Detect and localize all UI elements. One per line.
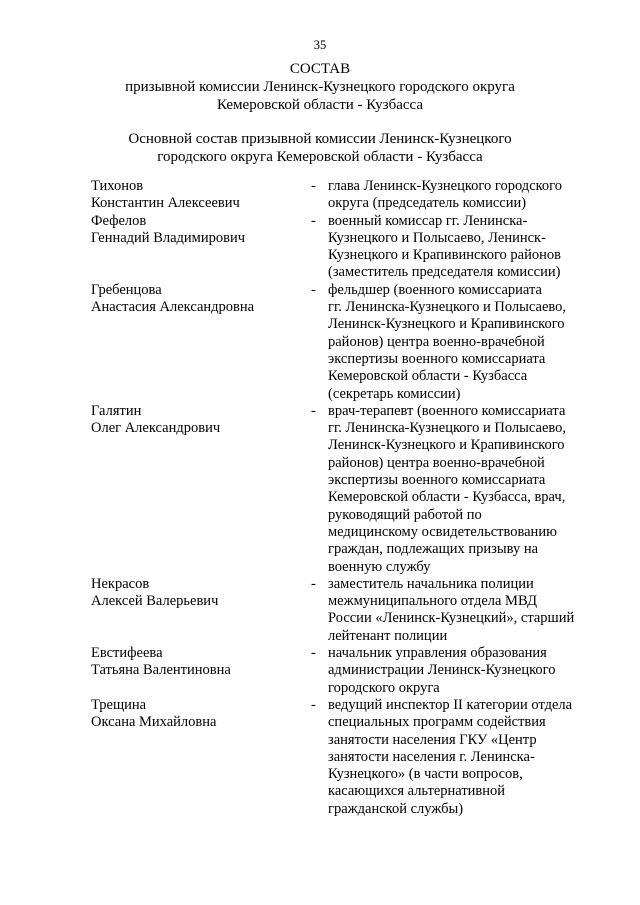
- member-role: [328, 403, 598, 576]
- member-surname: Трещина: [91, 696, 147, 713]
- member-role-line: военную службу: [328, 558, 431, 575]
- members-list: [0, 178, 640, 818]
- member-role-line: (секретарь комиссии): [328, 385, 461, 402]
- member-entry: [0, 282, 640, 403]
- member-role-line: округа (председатель комиссии): [328, 195, 527, 212]
- member-name: [91, 576, 311, 611]
- member-role-line: военный комиссар гг. Ленинска-: [328, 212, 528, 229]
- member-role-line: городского округа: [328, 679, 440, 696]
- member-name: [91, 282, 311, 317]
- member-given-names: Геннадий Владимирович: [91, 229, 246, 246]
- member-role-line: занятости населения ГКУ «Центр: [328, 731, 537, 748]
- member-role-line: (заместитель председателя комиссии): [328, 264, 561, 281]
- document-title: [0, 60, 640, 114]
- section-heading-line-2: городского округа Кемеровской области - Кузбасса: [157, 149, 483, 165]
- member-entry: [0, 697, 640, 818]
- member-name: [91, 403, 311, 438]
- member-role-line: специальных программ содействия: [328, 714, 546, 731]
- member-given-names: Алексей Валерьевич: [91, 593, 219, 610]
- member-role-line: Кузнецкого и Полысаево, Ленинск-: [328, 229, 546, 246]
- member-dash: -: [311, 402, 316, 419]
- member-role-line: глава Ленинск-Кузнецкого городского: [328, 178, 563, 194]
- member-entry: [0, 213, 640, 282]
- member-role-line: гг. Ленинска-Кузнецкого и Полысаево,: [328, 299, 567, 316]
- member-role: [328, 178, 598, 213]
- member-role-line: межмуниципального отдела МВД: [328, 593, 537, 610]
- member-entry: [0, 178, 640, 213]
- member-role-line: фельдшер (военного комиссариата: [328, 281, 542, 298]
- member-surname: Фефелов: [91, 212, 147, 229]
- member-role-line: Ленинск-Кузнецкого и Крапивинского: [328, 316, 565, 333]
- member-given-names: Татьяна Валентиновна: [91, 662, 231, 679]
- page-number: 35: [313, 38, 327, 52]
- member-given-names: Оксана Михайловна: [91, 714, 217, 731]
- member-role-line: экспертизы военного комиссариата: [328, 350, 546, 367]
- member-given-names: Анастасия Александровна: [91, 299, 255, 316]
- member-surname: Евстифеева: [91, 645, 163, 662]
- member-name: [91, 697, 311, 732]
- member-role-line: руководящий работой по: [328, 506, 482, 523]
- member-role-line: гг. Ленинска-Кузнецкого и Полысаево,: [328, 420, 567, 437]
- member-name: [91, 178, 311, 213]
- member-role: [328, 282, 598, 403]
- section-heading: [0, 130, 640, 166]
- member-role-line: Кемеровской области - Кузбасса: [328, 368, 528, 385]
- member-dash: -: [311, 281, 316, 298]
- member-given-names: Константин Алексеевич: [91, 195, 240, 212]
- member-role-line: России «Ленинск-Кузнецкий», старший: [328, 610, 575, 627]
- member-role-line: начальник управления образования: [328, 645, 547, 662]
- member-surname: Некрасов: [91, 575, 150, 592]
- section-heading-line-1: Основной состав призывной комиссии Ленинск-Кузнецкого: [128, 131, 512, 147]
- member-surname: Тихонов: [91, 178, 144, 194]
- member-role-line: Кузнецкого» (в части вопросов,: [328, 766, 523, 783]
- member-dash: -: [311, 575, 316, 592]
- member-role-line: касающихся альтернативной: [328, 783, 506, 800]
- member-dash: -: [311, 178, 316, 194]
- member-dash: -: [311, 645, 316, 662]
- title-line-1: СОСТАВ: [289, 61, 351, 77]
- member-given-names: Олег Александрович: [91, 420, 221, 437]
- member-role-line: Кемеровской области - Кузбасса, врач,: [328, 489, 566, 506]
- member-role-line: граждан, подлежащих призыву на: [328, 541, 539, 558]
- member-role-line: гражданской службы): [328, 800, 464, 817]
- member-dash: -: [311, 212, 316, 229]
- member-role-line: лейтенант полиции: [328, 627, 448, 644]
- member-role: [328, 576, 598, 645]
- member-role-line: Ленинск-Кузнецкого и Крапивинского: [328, 437, 565, 454]
- member-role-line: районов) центра военно-врачебной: [328, 333, 545, 350]
- member-role-line: ведущий инспектор II категории отдела: [328, 696, 573, 713]
- member-entry: [0, 403, 640, 576]
- member-role-line: районов) центра военно-врачебной: [328, 454, 545, 471]
- member-role-line: администрации Ленинск-Кузнецкого: [328, 662, 556, 679]
- member-name: [91, 213, 311, 248]
- member-role: [328, 213, 598, 282]
- member-surname: Галятин: [91, 402, 142, 419]
- member-role: [328, 645, 598, 697]
- member-role-line: Кузнецкого и Крапивинского районов: [328, 247, 561, 264]
- member-role: [328, 697, 598, 818]
- member-name: [91, 645, 311, 680]
- title-line-3: Кемеровской области - Кузбасса: [216, 97, 424, 113]
- member-role-line: медицинскому освидетельствованию: [328, 523, 557, 540]
- member-role-line: занятости населения г. Ленинска-: [328, 748, 535, 765]
- member-dash: -: [311, 696, 316, 713]
- member-entry: [0, 645, 640, 697]
- member-role-line: врач-терапевт (военного комиссариата: [328, 402, 566, 419]
- member-role-line: экспертизы военного комиссариата: [328, 472, 546, 489]
- title-line-2: призывной комиссии Ленинск-Кузнецкого городского округа: [125, 79, 515, 95]
- member-surname: Гребенцова: [91, 281, 162, 298]
- member-entry: [0, 576, 640, 645]
- member-role-line: заместитель начальника полиции: [328, 575, 534, 592]
